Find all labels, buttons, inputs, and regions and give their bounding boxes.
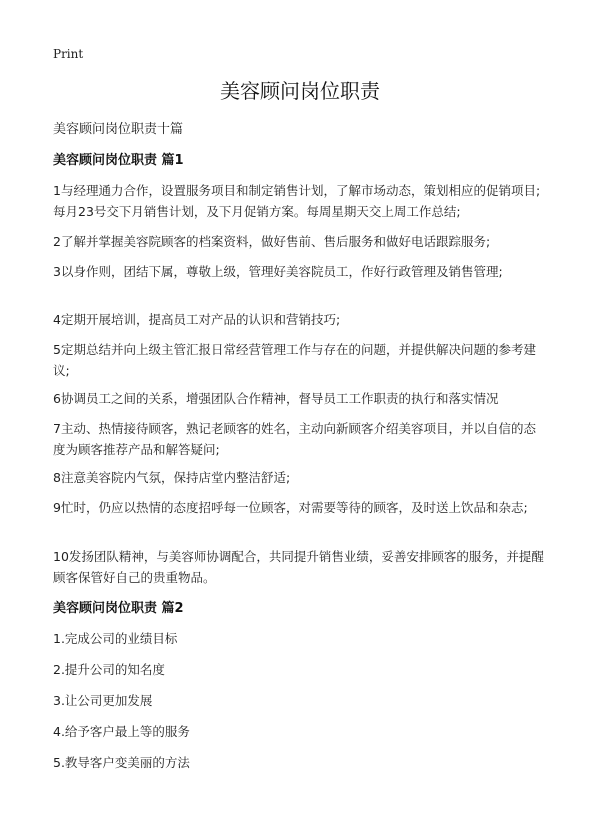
duty-item-1-3: 3以身作则，团结下属，尊敬上级，管理好美容院员工，作好行政管理及销售管理; — [53, 264, 503, 279]
duty-item-2-2: 2.提升公司的知名度 — [53, 662, 165, 677]
duty-item-1-6: 6协调员工之间的关系，增强团队合作精神，督导员工工作职责的执行和落实情况 — [53, 391, 499, 406]
document-title: 美容顾问岗位职责 — [220, 79, 380, 103]
duty-item-2-3: 3.让公司更加发展 — [53, 693, 153, 708]
duty-item-1-2: 2了解并掌握美容院顾客的档案资料，做好售前、售后服务和做好电话跟踪服务; — [53, 234, 491, 249]
duty-item-1-5: 5定期总结并向上级主管汇报日常经营管理工作与存在的问题，并提供解决问题的参考建议; — [53, 342, 536, 378]
duty-item-1-1: 1与经理通力合作，设置服务项目和制定销售计划，了解市场动态，策划相应的促销项目;每月23号交下月销售计划，及下月促销方案。每周星期天交上周工作总结; — [53, 183, 541, 219]
document-subtitle: 美容顾问岗位职责十篇 — [53, 122, 184, 137]
duty-item-1-10: 10发扬团队精神，与美容师协调配合，共同提升销售业绩，妥善安排顾客的服务，并提醒顾客保管好自己的贵重物品。 — [53, 549, 544, 585]
duty-item-1-7: 7主动、热情接待顾客，熟记老顾客的姓名，主动向新顾客介绍美容项目，并以自信的态度为顾客推荐产品和解答疑问; — [53, 421, 536, 457]
duty-item-2-5: 5.教导客户变美丽的方法 — [53, 755, 190, 770]
duty-item-2-1: 1.完成公司的业绩目标 — [53, 631, 178, 646]
duty-item-2-4: 4.给予客户最上等的服务 — [53, 724, 190, 739]
duty-item-1-9: 9忙时，仍应以热情的态度招呼每一位顾客，对需要等待的顾客，及时送上饮品和杂志; — [53, 500, 528, 515]
duty-item-1-4: 4定期开展培训，提高员工对产品的认识和营销技巧; — [53, 312, 341, 327]
print-label: Print — [53, 47, 84, 61]
section-heading-1: 美容顾问岗位职责 篇1 — [53, 153, 184, 168]
section-heading-2: 美容顾问岗位职责 篇2 — [53, 601, 184, 616]
duty-item-1-8: 8注意美容院内气氛，保持店堂内整洁舒适; — [53, 470, 291, 485]
